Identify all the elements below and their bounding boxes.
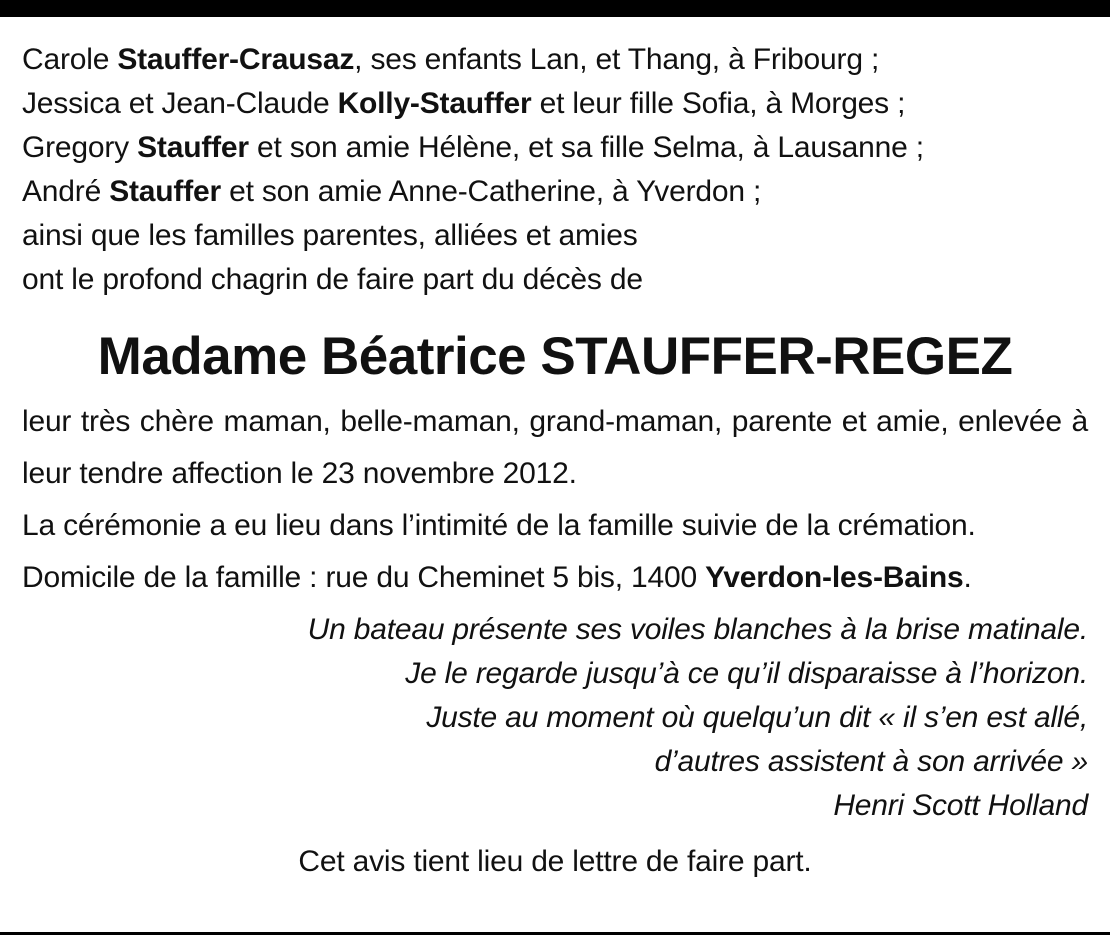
family-line-text: et leur fille Sofia, à Morges ;: [531, 87, 906, 120]
family-line: [22, 214, 1088, 258]
poem-line: Juste au moment où quelqu’un dit « il s’en est allé,: [426, 701, 1088, 734]
poem-line: d’autres assistent à son arrivée »: [654, 745, 1088, 778]
family-line-text: , ses enfants Lan, et Thang, à Fribourg ;: [354, 43, 880, 76]
poem-line: Un bateau présente ses voiles blanches à la brise matinale.: [307, 613, 1088, 646]
family-line-text: Carole: [22, 43, 118, 76]
obituary-notice: [22, 38, 1088, 884]
family-surname: Kolly-Stauffer: [337, 87, 532, 120]
family-line-text: ainsi que les familles parentes, alliées et amies: [22, 219, 638, 252]
footer-note: Cet avis tient lieu de lettre de faire part.: [298, 845, 812, 878]
top-border-bar: [0, 0, 1110, 17]
family-surname: Stauffer-Crausaz: [117, 43, 355, 76]
family-line: [22, 258, 1088, 302]
notice-paragraph: leur très chère maman, belle-maman, grand-maman, parente et amie, enlevée à leur tendre affection le 23 novembre 2012.: [22, 405, 1088, 490]
address-city: Yverdon-les-Bains: [705, 561, 964, 594]
family-line-text: Gregory: [22, 131, 138, 164]
deceased-name-heading: Madame Béatrice STAUFFER-REGEZ: [97, 327, 1013, 386]
family-line-text: Jessica et Jean-Claude: [22, 87, 338, 120]
family-surname: Stauffer: [137, 131, 249, 164]
family-line: [22, 126, 1088, 170]
family-line: [22, 170, 1088, 214]
family-list: [22, 38, 1088, 302]
family-address: [22, 552, 1088, 604]
family-line-text: André: [22, 175, 110, 208]
family-line: [22, 82, 1088, 126]
ceremony-paragraph: La cérémonie a eu lieu dans l’intimité de la famille suivie de la crémation.: [22, 509, 976, 542]
poem-author: Henri Scott Holland: [833, 789, 1088, 822]
poem-quote: [22, 608, 1088, 828]
address-text: Domicile de la famille : rue du Cheminet 5 bis, 1400: [22, 561, 706, 594]
family-line-text: ont le profond chagrin de faire part du décès de: [22, 263, 643, 296]
bottom-border-rule: [0, 932, 1110, 935]
family-surname: Stauffer: [109, 175, 221, 208]
poem-line: Je le regarde jusqu’à ce qu’il disparaisse à l’horizon.: [405, 657, 1088, 690]
family-line: [22, 38, 1088, 82]
family-line-text: et son amie Hélène, et sa fille Selma, à Lausanne ;: [248, 131, 924, 164]
family-line-text: et son amie Anne-Catherine, à Yverdon ;: [220, 175, 762, 208]
address-punctuation: .: [963, 561, 972, 594]
notice-body: [22, 396, 1088, 604]
